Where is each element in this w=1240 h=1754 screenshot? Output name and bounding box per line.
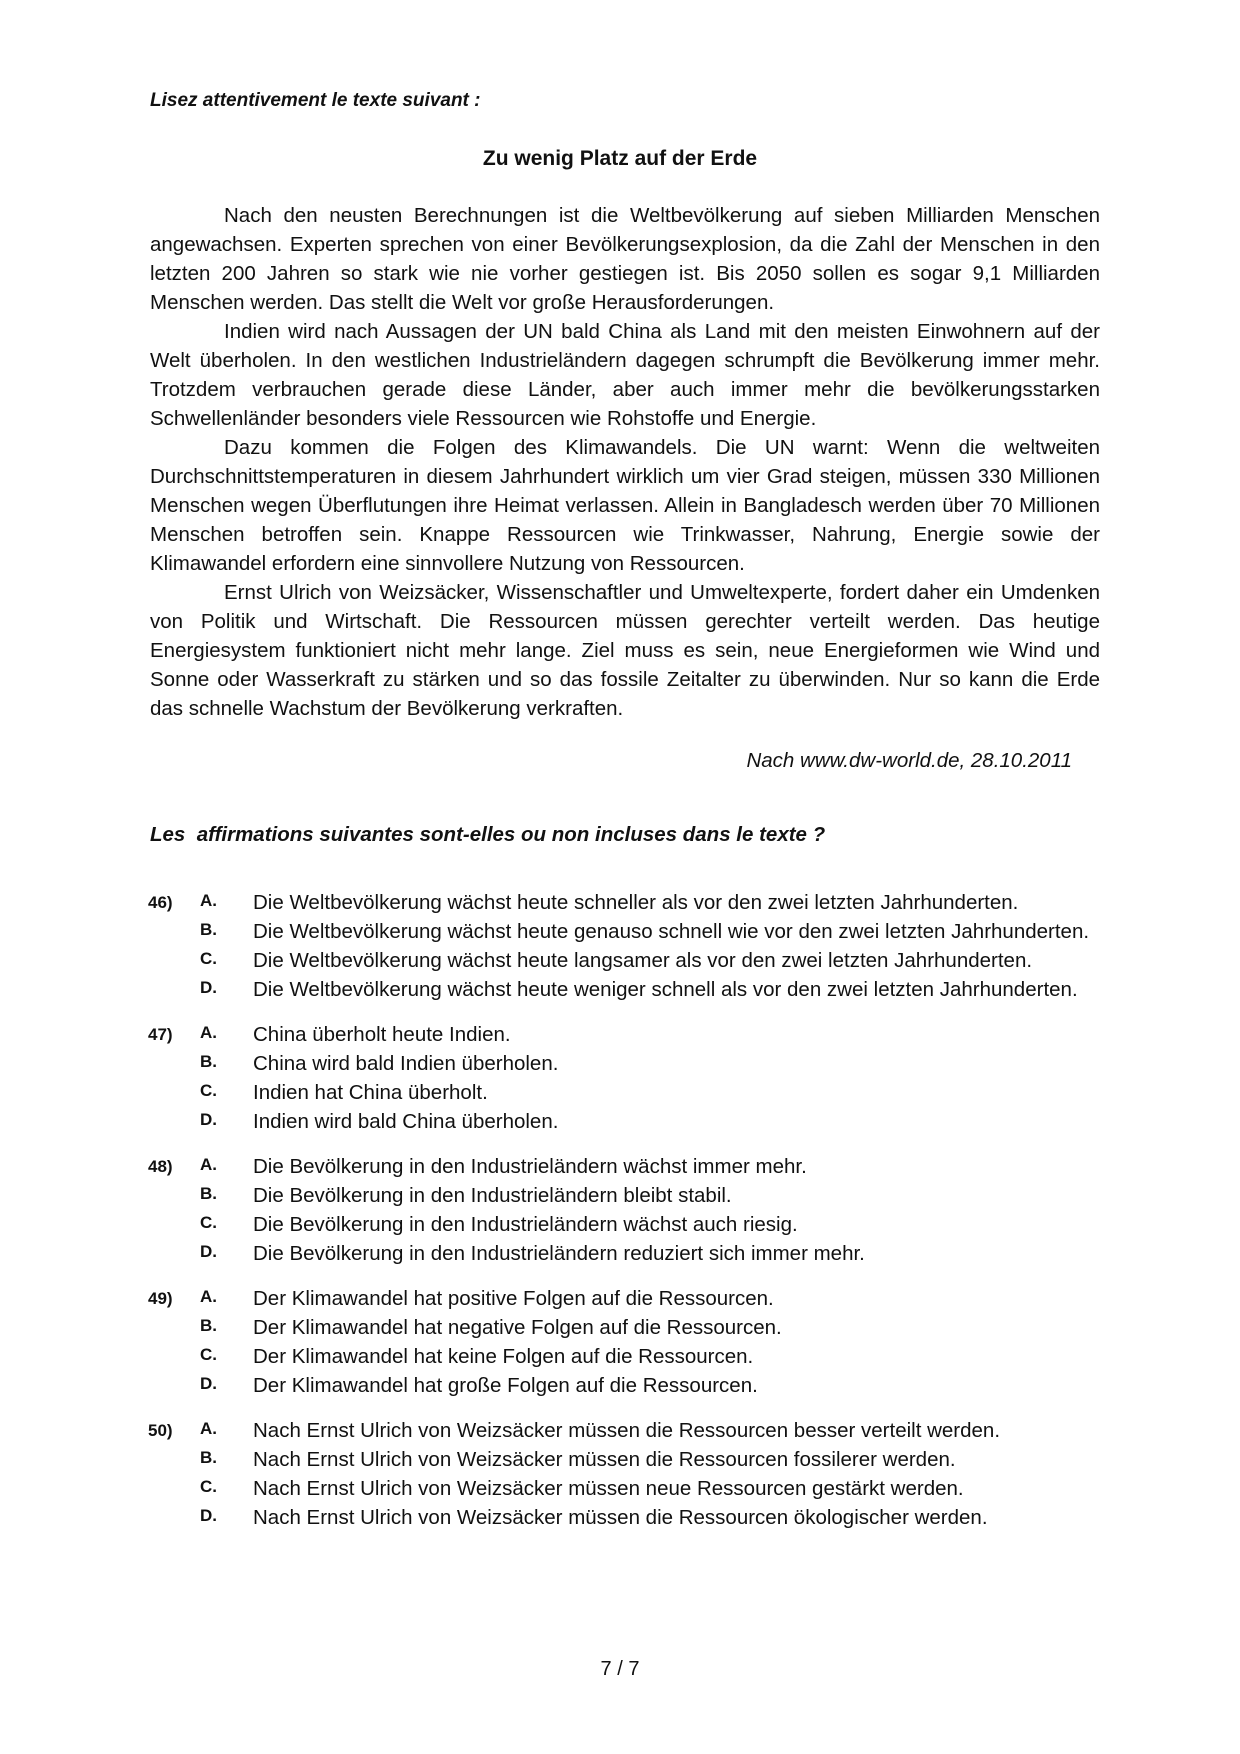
article-source: Nach www.dw-world.de, 28.10.2011 (746, 749, 1072, 772)
answer-option (0, 1445, 1240, 1474)
question-49 (0, 1284, 1240, 1416)
option-letter: A. (200, 1287, 217, 1306)
option-text: Die Bevölkerung in den Industrieländern wächst immer mehr. (253, 1155, 807, 1178)
question-46 (0, 888, 1240, 1020)
answer-option (0, 1503, 1240, 1532)
paragraph: Nach den neusten Berechnungen ist die Weltbevölkerung auf sieben Milliarden Menschen angewachsen. Experten sprechen von einer Bevölkerungsexplosion, da die Zahl der Menschen in den letzten 200 Jahren so stark wie nie vorher gestiegen ist. Bis 2050 sollen es sogar 9,1 Milliarden Menschen werden. Das stellt die Welt vor große Herausforderungen. (150, 204, 1100, 314)
question-list (0, 888, 1240, 1548)
option-letter: A. (200, 891, 217, 910)
option-letter: D. (200, 978, 217, 997)
answer-option (0, 1416, 1240, 1445)
option-letter: D. (200, 1242, 217, 1261)
question-number: 46) (148, 893, 173, 912)
option-letter: C. (200, 949, 217, 968)
paragraph: Ernst Ulrich von Weizsäcker, Wissenschaftler und Umweltexperte, fordert daher ein Umdenken von Politik und Wirtschaft. Die Ressourcen müssen gerechter verteilt werden. Das heutige Energiesystem funktioniert nicht mehr lange. Ziel muss es sein, neue Energieformen wie Wind und Sonne oder Wasserkraft zu stärken und so das fossile Zeitalter zu überwinden. Nur so kann die Erde das schnelle Wachstum der Bevölkerung verkraften. (150, 581, 1100, 720)
question-number: 49) (148, 1289, 173, 1308)
option-text: Der Klimawandel hat positive Folgen auf die Ressourcen. (253, 1287, 774, 1310)
option-text: Nach Ernst Ulrich von Weizsäcker müssen die Ressourcen fossilerer werden. (253, 1448, 956, 1471)
option-letter: A. (200, 1023, 217, 1042)
option-text: Die Bevölkerung in den Industrieländern wächst auch riesig. (253, 1213, 798, 1236)
question-number: 47) (148, 1025, 173, 1044)
answer-option (0, 1313, 1240, 1342)
option-letter: B. (200, 1316, 217, 1335)
article-body (150, 201, 1100, 723)
question-50 (0, 1416, 1240, 1548)
option-text: Die Bevölkerung in den Industrieländern reduziert sich immer mehr. (253, 1242, 865, 1265)
option-text: Nach Ernst Ulrich von Weizsäcker müssen neue Ressourcen gestärkt werden. (253, 1477, 964, 1500)
answer-option (0, 1020, 1240, 1049)
option-text: Der Klimawandel hat große Folgen auf die Ressourcen. (253, 1374, 758, 1397)
page-number: 7 / 7 (600, 1658, 640, 1680)
answer-option (0, 1152, 1240, 1181)
question-number: 50) (148, 1421, 173, 1440)
option-letter: B. (200, 1184, 217, 1203)
option-letter: A. (200, 1155, 217, 1174)
question-47 (0, 1020, 1240, 1152)
option-letter: B. (200, 1448, 217, 1467)
option-text: Die Weltbevölkerung wächst heute genauso schnell wie vor den zwei letzten Jahrhunderten. (253, 920, 1090, 943)
answer-option (0, 1210, 1240, 1239)
paragraph: Indien wird nach Aussagen der UN bald China als Land mit den meisten Einwohnern auf der Welt überholen. In den westlichen Industrieländern dagegen schrumpft die Bevölkerung immer mehr. Trotzdem verbrauchen gerade diese Länder, aber auch immer mehr die bevölkerungsstarken Schwellenländer besonders viele Ressourcen wie Rohstoffe und Energie. (150, 320, 1100, 430)
paragraph: Dazu kommen die Folgen des Klimawandels. Die UN warnt: Wenn die weltweiten Durchschnittstemperaturen in diesem Jahrhundert wirklich um vier Grad steigen, müssen 330 Millionen Menschen wegen Überflutungen ihre Heimat verlassen. Allein in Bangladesch werden über 70 Millionen Menschen betroffen sein. Knappe Ressourcen wie Trinkwasser, Nahrung, Energie sowie der Klimawandel erfordern eine sinnvollere Nutzung von Ressourcen. (150, 436, 1100, 575)
option-text: Indien wird bald China überholen. (253, 1110, 559, 1133)
answer-option (0, 1181, 1240, 1210)
answer-option (0, 1342, 1240, 1371)
option-text: Der Klimawandel hat keine Folgen auf die Ressourcen. (253, 1345, 754, 1368)
answer-option (0, 1239, 1240, 1268)
option-text: Die Weltbevölkerung wächst heute schneller als vor den zwei letzten Jahrhunderten. (253, 891, 1019, 914)
option-text: Der Klimawandel hat negative Folgen auf die Ressourcen. (253, 1316, 782, 1339)
question-intro: Les affirmations suivantes sont-elles ou non incluses dans le texte ? (150, 823, 826, 846)
answer-option (0, 946, 1240, 975)
option-text: Die Weltbevölkerung wächst heute langsamer als vor den zwei letzten Jahrhunderten. (253, 949, 1033, 972)
option-text: China überholt heute Indien. (253, 1023, 511, 1046)
answer-option (0, 975, 1240, 1004)
answer-option (0, 1474, 1240, 1503)
answer-option (0, 1371, 1240, 1400)
answer-option (0, 1049, 1240, 1078)
answer-option (0, 917, 1240, 946)
option-letter: C. (200, 1477, 217, 1496)
article-title: Zu wenig Platz auf der Erde (482, 147, 758, 170)
option-letter: B. (200, 1052, 217, 1071)
answer-option (0, 1284, 1240, 1313)
question-number: 48) (148, 1157, 173, 1176)
option-letter: C. (200, 1345, 217, 1364)
option-text: China wird bald Indien überholen. (253, 1052, 559, 1075)
option-letter: D. (200, 1506, 217, 1525)
option-text: Indien hat China überholt. (253, 1081, 488, 1104)
option-text: Nach Ernst Ulrich von Weizsäcker müssen die Ressourcen besser verteilt werden. (253, 1419, 1001, 1442)
answer-option (0, 1107, 1240, 1136)
option-text: Die Bevölkerung in den Industrieländern bleibt stabil. (253, 1184, 732, 1207)
option-letter: D. (200, 1374, 217, 1393)
option-letter: B. (200, 920, 217, 939)
reading-instruction: Lisez attentivement le texte suivant : (150, 90, 481, 111)
option-letter: C. (200, 1213, 217, 1232)
option-letter: A. (200, 1419, 217, 1438)
answer-option (0, 1078, 1240, 1107)
option-letter: C. (200, 1081, 217, 1100)
answer-option (0, 888, 1240, 917)
question-48 (0, 1152, 1240, 1284)
option-text: Die Weltbevölkerung wächst heute weniger schnell als vor den zwei letzten Jahrhunderten. (253, 978, 1078, 1001)
option-text: Nach Ernst Ulrich von Weizsäcker müssen die Ressourcen ökologischer werden. (253, 1506, 988, 1529)
option-letter: D. (200, 1110, 217, 1129)
